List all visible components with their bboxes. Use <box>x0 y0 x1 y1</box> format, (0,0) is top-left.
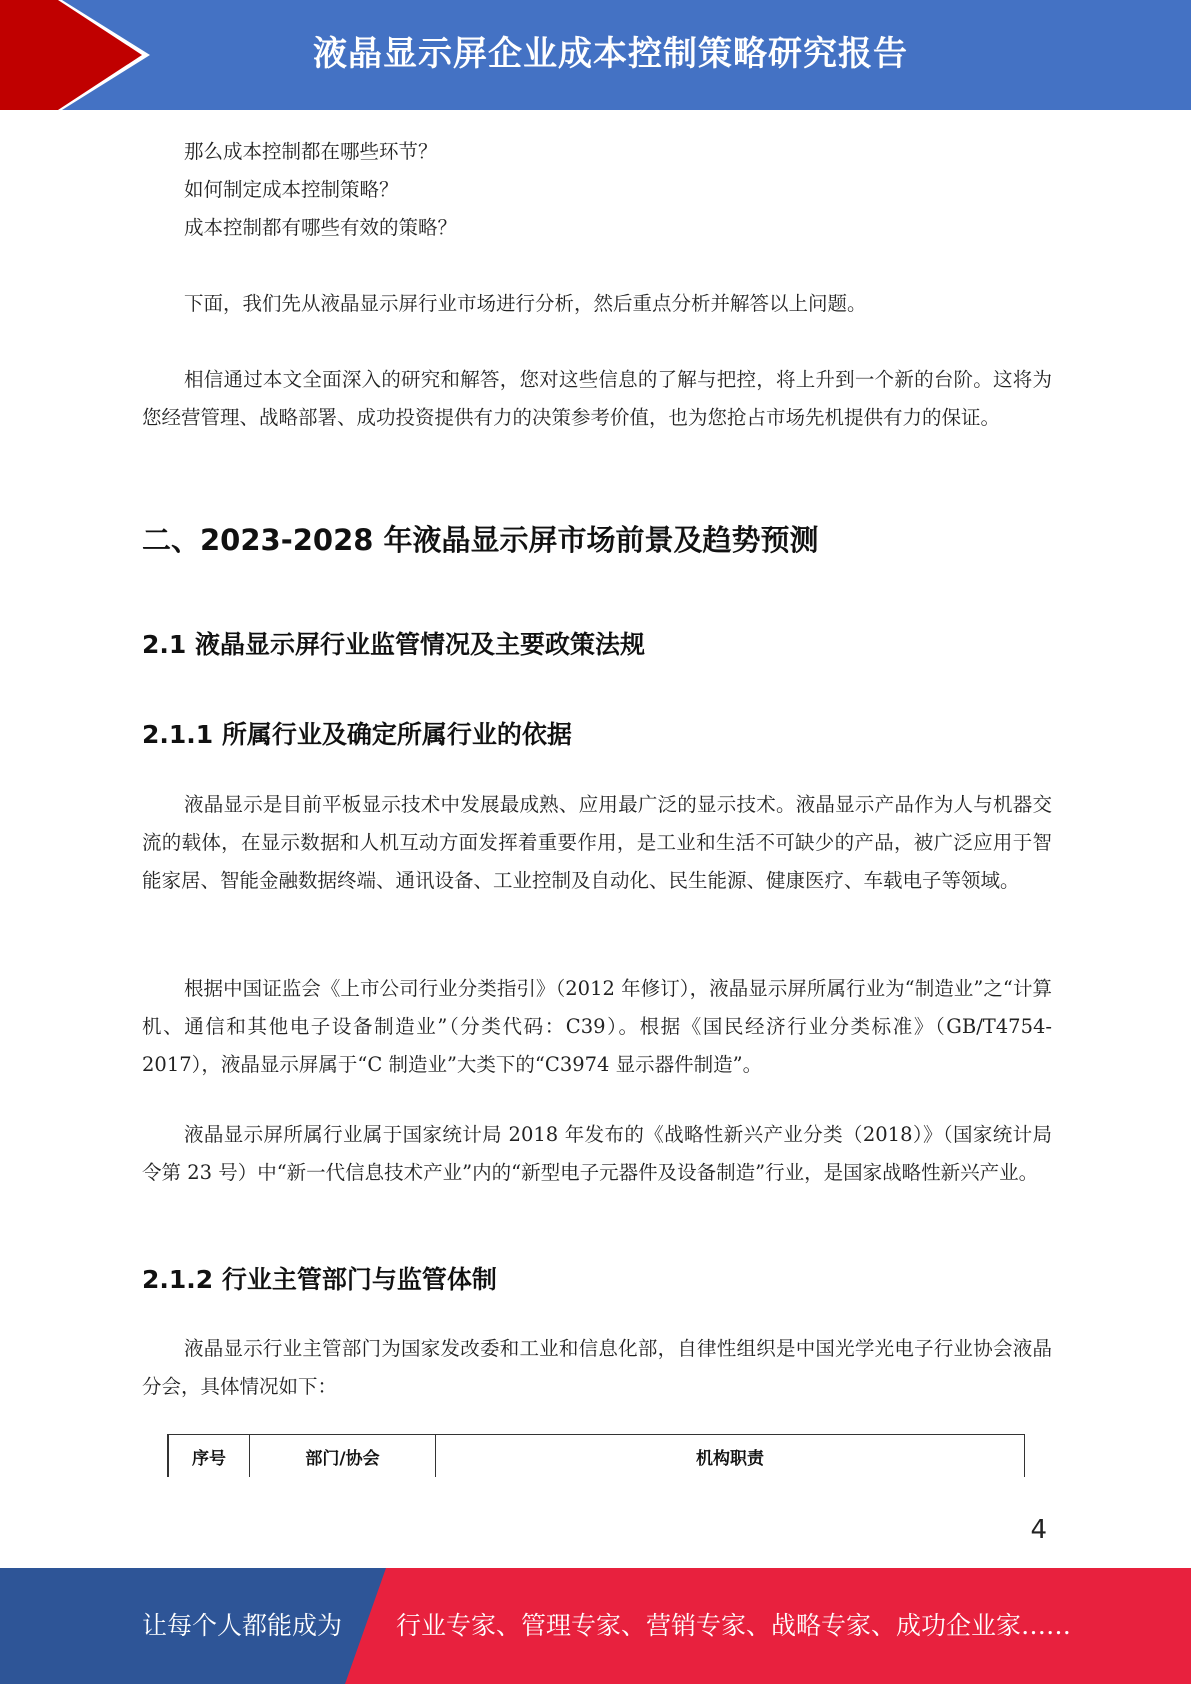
paragraph-strategic-industry: 液晶显示屏所属行业属于国家统计局 2018 年发布的《战略性新兴产业分类（2018）》（国家统计局令第 23 号）中“新一代信息技术产业”内的“新型电子元器件及设备制造”行业，是国家战略性新兴产业。 <box>142 1123 1052 1184</box>
table-header-row <box>168 1435 1025 1478</box>
report-title: 液晶显示屏企业成本控制策略研究报告 <box>313 34 908 74</box>
page-header <box>0 0 1191 110</box>
question-1: 那么成本控制都在哪些环节？ <box>184 140 438 163</box>
intro-paragraph-2: 相信通过本文全面深入的研究和解答，您对这些信息的了解与把控，将上升到一个新的台阶。这将为您经营管理、战略部署、成功投资提供有力的决策参考价值，也为您抢占市场先机提供有力的保证。 <box>142 368 1052 429</box>
subsection-heading-2-1-1: 2.1.1 所属行业及确定所属行业的依据 <box>142 720 572 749</box>
footer-slogan-left: 让每个人都能成为 <box>142 1611 343 1640</box>
regulator-table <box>167 1434 1025 1476</box>
column-header-index: 序号 <box>168 1435 250 1478</box>
footer-slogan-right: 行业专家、管理专家、营销专家、战略专家、成功企业家…… <box>396 1611 1072 1640</box>
paragraph-regulators: 液晶显示行业主管部门为国家发改委和工业和信息化部，自律性组织是中国光学光电子行业协会液晶分会，具体情况如下： <box>142 1337 1052 1398</box>
paragraph-industry-classification: 根据中国证监会《上市公司行业分类指引》（2012 年修订），液晶显示屏所属行业为“制造业”之“计算机、通信和其他电子设备制造业”（分类代码：C39）。根据《国民经济行业分类标准》（GB/T4754-2017），液晶显示屏属于“C 制造业”大类下的“C3974 显示器件制造”。 <box>142 977 1052 1076</box>
paragraph-lcd-definition: 液晶显示是目前平板显示技术中发展最成熟、应用最广泛的显示技术。液晶显示产品作为人与机器交流的载体，在显示数据和人机互动方面发挥着重要作用，是工业和生活不可缺少的产品，被广泛应用于智能家居、智能金融数据终端、通讯设备、工业控制及自动化、民生能源、健康医疗、车载电子等领域。 <box>142 793 1052 892</box>
question-3: 成本控制都有哪些有效的策略？ <box>184 216 458 239</box>
intro-paragraph-1: 下面，我们先从液晶显示屏行业市场进行分析，然后重点分析并解答以上问题。 <box>184 292 867 315</box>
subsection-heading-2-1-2: 2.1.2 行业主管部门与监管体制 <box>142 1265 497 1294</box>
question-2: 如何制定成本控制策略？ <box>184 178 399 201</box>
page-number: 4 <box>1030 1515 1047 1545</box>
page-footer <box>0 1568 1191 1684</box>
section-heading: 二、2023-2028 年液晶显示屏市场前景及趋势预测 <box>142 523 819 557</box>
subsection-heading-2-1: 2.1 液晶显示屏行业监管情况及主要政策法规 <box>142 630 645 659</box>
column-header-department: 部门/协会 <box>250 1435 436 1478</box>
column-header-duties: 机构职责 <box>436 1435 1025 1478</box>
